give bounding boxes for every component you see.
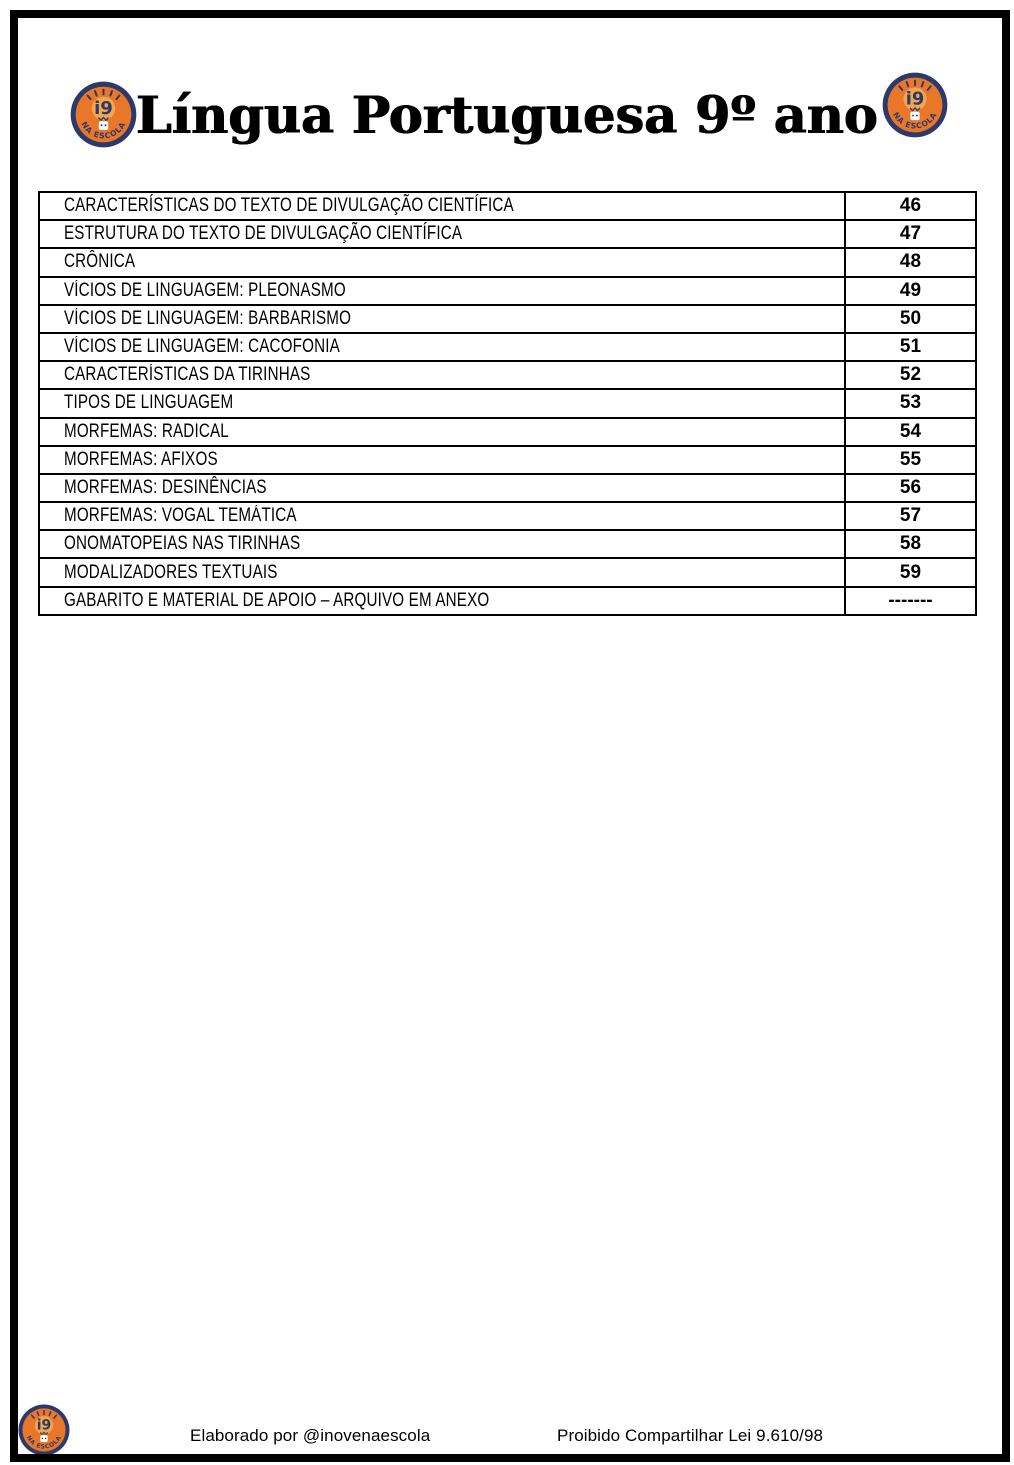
toc-page-number: 48 [845, 248, 976, 276]
toc-row [39, 530, 976, 558]
toc-row [39, 277, 976, 305]
toc-topic-label: ONOMATOPEIAS NAS TIRINHAS [64, 533, 301, 555]
face-eye [916, 115, 918, 117]
footer-credit: Elaborado por @inovenaescola [190, 1426, 431, 1445]
toc-topic-cell [39, 389, 845, 417]
table-of-contents [38, 191, 977, 616]
toc-topic-cell [39, 192, 845, 220]
toc-page-number: 50 [845, 305, 976, 333]
toc-topic-label: VÍCIOS DE LINGUAGEM: BARBARISMO [64, 307, 352, 329]
toc-page-number: 56 [845, 474, 976, 502]
toc-topic-label: MORFEMAS: DESINÊNCIAS [64, 476, 267, 498]
toc-page-number: 54 [845, 418, 976, 446]
toc-page-number: 51 [845, 333, 976, 361]
footer-copyright-notice: Proibido Compartilhar Lei 9.610/98 [557, 1426, 824, 1445]
toc-row [39, 361, 976, 389]
toc-row [39, 558, 976, 586]
toc-row [39, 474, 976, 502]
toc-row [39, 418, 976, 446]
toc-row [39, 502, 976, 530]
face-eye [45, 1438, 46, 1439]
toc-topic-cell [39, 277, 845, 305]
toc-topic-cell [39, 220, 845, 248]
toc-topic-cell [39, 305, 845, 333]
toc-page-number: 47 [845, 220, 976, 248]
toc-row [39, 389, 976, 417]
logo-i9-text: i9 [94, 97, 113, 119]
toc-topic-label: TIPOS DE LINGUAGEM [64, 392, 234, 414]
bulb-base [40, 1435, 47, 1442]
logo-na-escola-text: NA ESCOLA [24, 1434, 64, 1451]
toc-topic-label: MORFEMAS: AFIXOS [64, 448, 218, 470]
logo-i9-text: i9 [905, 88, 925, 110]
face-eye [42, 1438, 43, 1439]
toc-page-number: ------- [845, 587, 976, 615]
toc-page-number: 49 [845, 277, 976, 305]
toc-topic-cell [39, 474, 845, 502]
toc-topic-label: GABARITO E MATERIAL DE APOIO – ARQUIVO EM ANEXO [64, 589, 490, 611]
toc-page-number: 55 [845, 446, 976, 474]
toc-topic-label: VÍCIOS DE LINGUAGEM: CACOFONIA [64, 336, 340, 358]
toc-topic-label: MODALIZADORES TEXTUAIS [64, 561, 278, 583]
toc-row [39, 305, 976, 333]
toc-row [39, 333, 976, 361]
page-title: Língua Portuguesa 9º ano [136, 86, 878, 146]
toc-topic-cell [39, 587, 845, 615]
toc-page-number: 53 [845, 389, 976, 417]
toc-topic-label: ESTRUTURA DO TEXTO DE DIVULGAÇÃO CIENTÍFICA [64, 223, 463, 245]
toc-page-number: 59 [845, 558, 976, 586]
toc-topic-cell [39, 530, 845, 558]
toc-page-number: 58 [845, 530, 976, 558]
logo-i9-text: i9 [36, 1417, 52, 1434]
toc-row [39, 220, 976, 248]
toc-topic-label: MORFEMAS: VOGAL TEMÁTICA [64, 505, 297, 527]
toc-topic-cell [39, 418, 845, 446]
logo-na-escola-text: NA ESCOLA [891, 110, 939, 131]
logo-na-escola-text: NA ESCOLA [79, 120, 128, 141]
i9-na-escola-logo [882, 72, 948, 138]
face-eye [912, 115, 914, 117]
i9-na-escola-logo [18, 1404, 70, 1456]
toc-topic-label: CARACTERÍSTICAS DA TIRINHAS [64, 364, 311, 386]
toc-topic-cell [39, 361, 845, 389]
toc-topic-label: VÍCIOS DE LINGUAGEM: PLEONASMO [64, 279, 346, 301]
toc-topic-cell [39, 333, 845, 361]
toc-topic-label: MORFEMAS: RADICAL [64, 420, 229, 442]
toc-page-number: 46 [845, 192, 976, 220]
toc-topic-cell [39, 248, 845, 276]
toc-topic-label: CARACTERÍSTICAS DO TEXTO DE DIVULGAÇÃO CIENTÍFICA [64, 195, 514, 217]
toc-page-number: 57 [845, 502, 976, 530]
toc-page-number: 52 [845, 361, 976, 389]
toc-row [39, 248, 976, 276]
toc-row [39, 587, 976, 615]
bulb-base [910, 112, 919, 121]
toc-topic-cell [39, 502, 845, 530]
toc-topic-label: CRÔNICA [64, 251, 136, 273]
toc-row [39, 192, 976, 220]
toc-topic-cell [39, 558, 845, 586]
toc-row [39, 446, 976, 474]
toc-topic-cell [39, 446, 845, 474]
